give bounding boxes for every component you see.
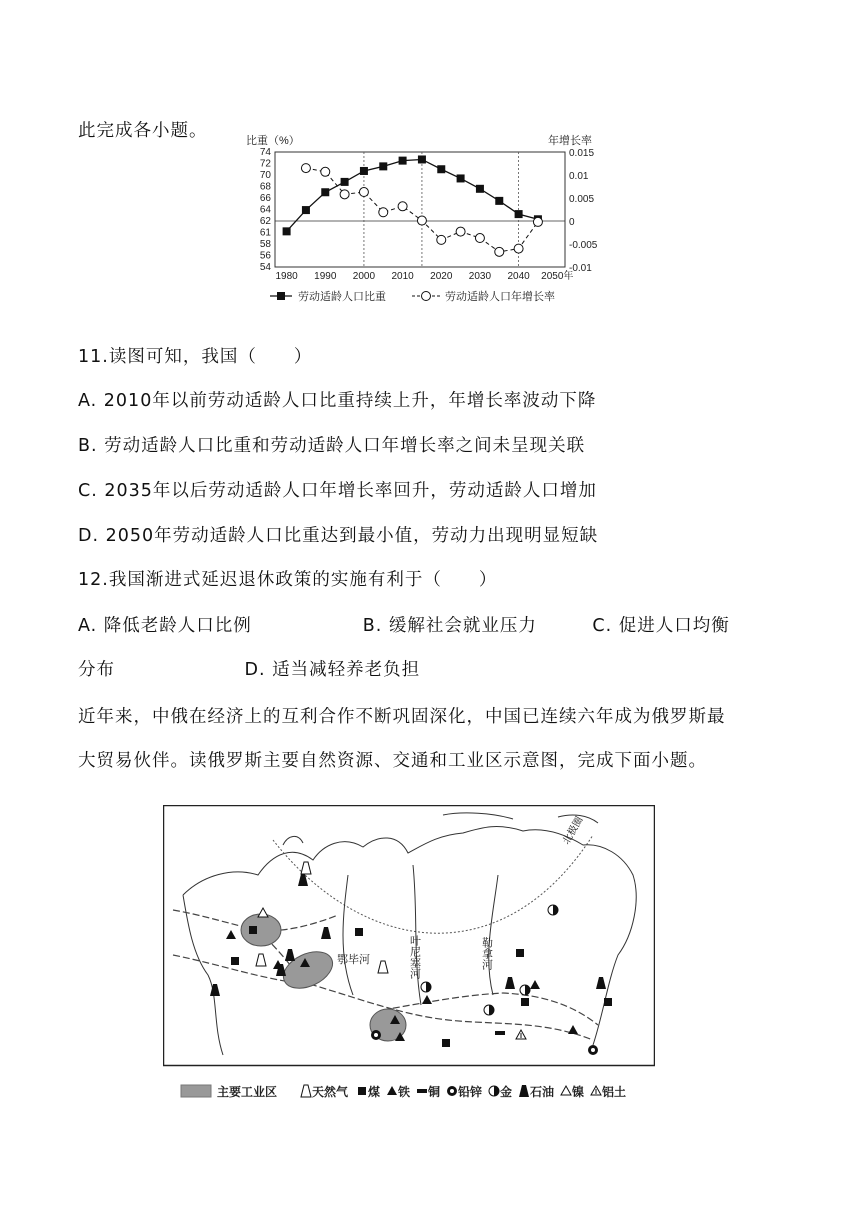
- left-tick-label: 68: [259, 181, 271, 193]
- proportion-point: [302, 206, 310, 214]
- copper-shape: [417, 1089, 427, 1093]
- leadzinc-dot: [591, 1048, 595, 1052]
- x-tick-label: 2040: [507, 271, 530, 282]
- legend-label: 镍: [572, 1085, 585, 1099]
- gold-icon: [489, 1086, 499, 1096]
- nickel-shape: [561, 1086, 571, 1095]
- legend-label: 主要工业区: [217, 1085, 278, 1099]
- proportion-point: [437, 165, 445, 173]
- q12-options-line1[interactable]: A. 降低老龄人口比例 B. 缓解社会就业压力 C. 促进人口均衡: [78, 616, 730, 636]
- left-tick-label: 56: [259, 250, 271, 262]
- x-tick-label: 1980: [275, 271, 298, 282]
- proportion-point: [341, 178, 349, 186]
- growth-rate-point: [340, 190, 349, 199]
- industrial-area-moscow: [241, 914, 281, 946]
- growth-rate-point: [514, 244, 523, 253]
- x-tick-label: 2050年: [541, 271, 574, 282]
- passage-line1: 近年来，中俄在经济上的互利合作不断巩固深化，中国已连续六年成为俄罗斯最: [78, 707, 726, 727]
- coal-icon: [442, 1039, 450, 1047]
- russia-resources-map: [163, 805, 655, 1105]
- legend-label: 铁: [398, 1085, 411, 1099]
- legend-marker-growth-rate: [422, 292, 431, 301]
- coal-icon: [521, 998, 529, 1006]
- proportion-point: [418, 155, 426, 163]
- proportion-point: [283, 227, 291, 235]
- x-tick-label: 2020: [430, 271, 453, 282]
- x-tick-label: 2030: [468, 271, 492, 282]
- leadzinc-dot: [450, 1089, 454, 1093]
- oil-shape: [519, 1085, 529, 1097]
- coal-shape: [516, 949, 524, 957]
- iron-shape: [387, 1086, 397, 1095]
- coal-icon: [249, 926, 257, 934]
- growth-rate-point: [398, 202, 407, 211]
- coal-icon: [231, 957, 239, 965]
- industrial-area-swatch: [181, 1085, 211, 1097]
- legend-label: 天然气: [312, 1085, 349, 1099]
- proportion-point: [457, 174, 465, 182]
- copper-icon: [417, 1089, 427, 1093]
- coal-icon: [604, 998, 612, 1006]
- legend-label-growth-rate: 劳动适龄人口年增长率: [445, 291, 555, 303]
- x-tick-label: 2000: [352, 271, 376, 282]
- right-tick-label: 0: [569, 217, 575, 228]
- growth-rate-point: [533, 217, 542, 226]
- gold-icon: [484, 1005, 494, 1015]
- proportion-point: [476, 185, 484, 193]
- coal-shape: [604, 998, 612, 1006]
- growth-rate-point: [321, 167, 330, 176]
- gold-icon: [421, 982, 431, 992]
- right-tick-label: 0.005: [569, 194, 595, 205]
- growth-rate-point: [301, 164, 310, 173]
- proportion-point: [495, 197, 503, 205]
- legend-label: 金: [500, 1085, 513, 1099]
- ob-river-label: 鄂毕河: [337, 953, 370, 966]
- legend-label: 铜: [428, 1085, 441, 1099]
- coal-shape: [358, 1087, 366, 1095]
- intro-text: 此完成各小题。: [78, 121, 208, 141]
- q11-option-a[interactable]: A. 2010年以前劳动适龄人口比重持续上升，年增长率波动下降: [78, 391, 597, 411]
- bauxite-icon: [591, 1086, 601, 1095]
- growth-rate-point: [359, 188, 368, 197]
- growth-rate-point: [456, 227, 465, 236]
- lead-zinc-icon: [447, 1086, 457, 1096]
- proportion-point: [360, 167, 368, 175]
- left-tick-label: 62: [259, 216, 271, 227]
- q11-option-b[interactable]: B. 劳动适龄人口比重和劳动适龄人口年增长率之间未呈现关联: [78, 436, 586, 456]
- coal-icon: [516, 949, 524, 957]
- iron-icon: [387, 1086, 397, 1095]
- left-tick-label: 54: [259, 262, 271, 273]
- proportion-point: [399, 157, 407, 165]
- coal-icon: [355, 928, 363, 936]
- legend-marker-proportion: [277, 292, 285, 300]
- proportion-point: [515, 210, 523, 218]
- right-axis-label: 年增长率: [548, 135, 592, 147]
- leadzinc-dot: [374, 1033, 378, 1037]
- legend-label-proportion: 劳动适龄人口比重: [298, 291, 386, 303]
- q11-option-d[interactable]: D. 2050年劳动适龄人口比重达到最小值，劳动力出现明显短缺: [78, 526, 599, 546]
- lena-river-label: 勒拿河: [480, 937, 494, 970]
- growth-rate-point: [417, 216, 426, 225]
- nickel-icon: [561, 1086, 571, 1095]
- petroleum-icon: [519, 1085, 529, 1097]
- growth-rate-point: [495, 247, 504, 256]
- copper-icon: [495, 1031, 505, 1035]
- left-tick-label: 64: [259, 204, 271, 216]
- q12-options-line2[interactable]: 分布 D. 适当减轻养老负担: [78, 660, 421, 680]
- right-tick-label: -0.01: [569, 263, 592, 274]
- left-tick-label: 72: [259, 158, 271, 170]
- coal-shape: [249, 926, 257, 934]
- left-tick-label: 66: [259, 193, 271, 204]
- coal-icon: [358, 1087, 366, 1095]
- legend-label: 煤: [368, 1085, 381, 1099]
- growth-rate-point: [437, 235, 446, 244]
- x-tick-label: 1990: [314, 271, 337, 282]
- right-tick-label: 0.015: [569, 148, 595, 159]
- x-tick-label: 2010: [391, 271, 414, 282]
- lead-zinc-icon: [371, 1030, 381, 1040]
- map-legend: [181, 1084, 626, 1099]
- coal-shape: [231, 957, 239, 965]
- proportion-point: [321, 188, 329, 196]
- left-axis-label: 比重（%）: [246, 135, 300, 147]
- gold-icon: [548, 905, 558, 915]
- gold-half: [494, 1086, 499, 1096]
- growth-rate-point: [379, 208, 388, 217]
- gold-icon: [520, 985, 530, 995]
- coal-shape: [442, 1039, 450, 1047]
- left-tick-label: 61: [259, 227, 271, 239]
- q11-option-c[interactable]: C. 2035年以后劳动适龄人口年增长率回升，劳动适龄人口增加: [78, 481, 597, 501]
- passage-line2: 大贸易伙伴。读俄罗斯主要自然资源、交通和工业区示意图，完成下面小题。: [78, 751, 707, 771]
- q11-stem: 11.读图可知，我国（ ）: [78, 347, 313, 367]
- coal-shape: [521, 998, 529, 1006]
- legend-label: 铝土: [602, 1085, 627, 1099]
- legend-label: 铅锌: [458, 1085, 483, 1099]
- q12-stem: 12.我国渐进式延迟退休政策的实施有利于（ ）: [78, 570, 498, 590]
- right-tick-label: 0.01: [569, 171, 589, 182]
- coal-shape: [355, 928, 363, 936]
- copper-shape: [495, 1031, 505, 1035]
- left-tick-label: 70: [259, 170, 271, 181]
- growth-rate-point: [475, 234, 484, 243]
- lead-zinc-icon: [588, 1045, 598, 1055]
- left-tick-label: 58: [259, 239, 271, 250]
- labor-population-chart: [230, 130, 610, 310]
- left-tick-label: 74: [259, 147, 271, 158]
- natural-gas-icon: [301, 1085, 311, 1097]
- right-tick-label: -0.005: [569, 240, 598, 251]
- proportion-point: [379, 162, 387, 170]
- gas-shape: [301, 1085, 311, 1097]
- yenisei-river-label: 叶尼塞河: [408, 935, 422, 979]
- legend-label: 石油: [530, 1085, 555, 1099]
- arctic-circle-label: 北极圈: [561, 815, 586, 847]
